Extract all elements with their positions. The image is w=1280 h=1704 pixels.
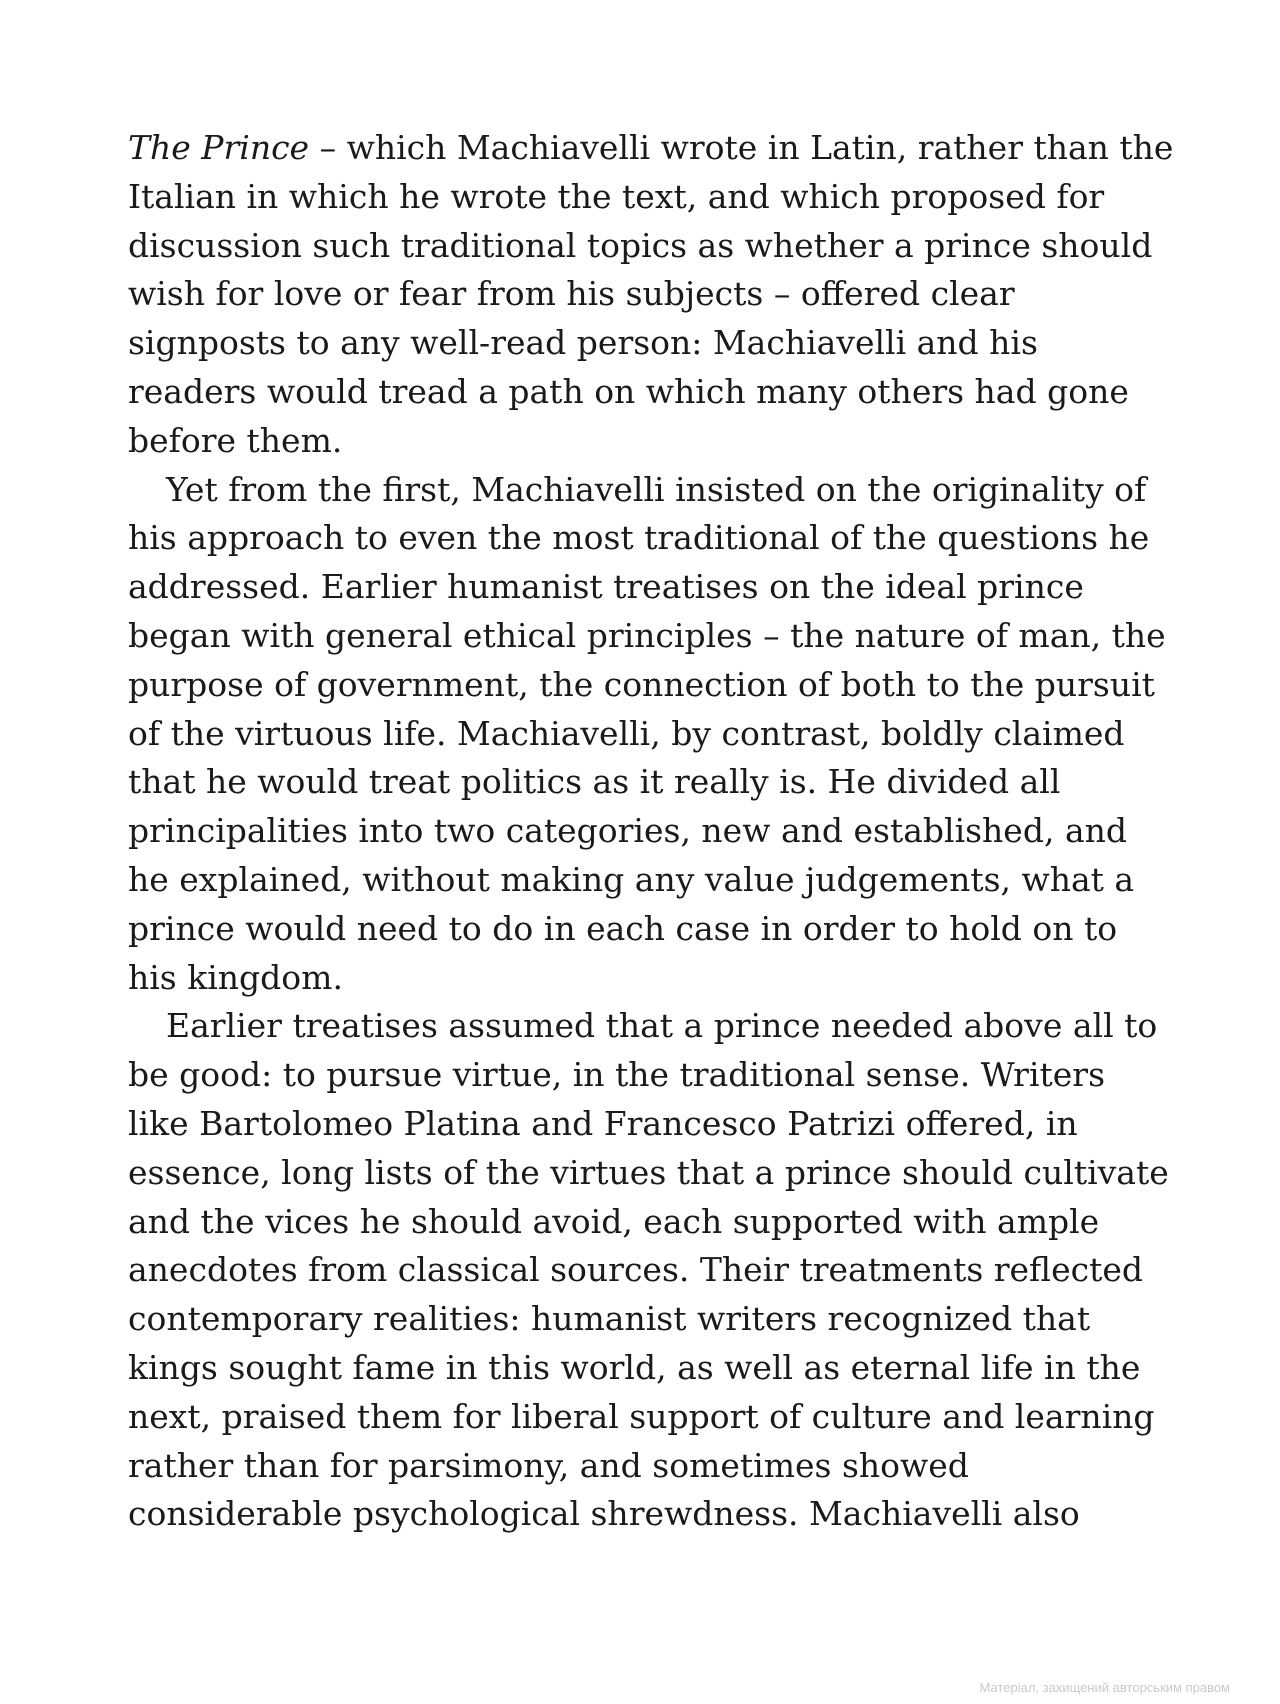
text-line: prince would need to do in each case in order to hold on to: [128, 908, 1118, 948]
text-line: signposts to any well-read person: Machiavelli and his: [128, 323, 1038, 363]
text-line: kings sought fame in this world, as well as eternal life in the: [128, 1347, 1141, 1387]
text-line: and the vices he should avoid, each supported with ample: [128, 1201, 1100, 1241]
text-line: essence, long lists of the virtues that a prince should cultivate: [128, 1152, 1169, 1192]
text-line: purpose of government, the connection of both to the pursuit: [128, 664, 1155, 704]
text-line: readers would tread a path on which many others had gone: [128, 371, 1129, 411]
text-line: that he would treat politics as it really is. He divided all: [128, 762, 1061, 802]
text-line: began with general ethical principles – the nature of man, the: [128, 615, 1166, 655]
paragraph-first-line: Earlier treatises assumed that a prince needed above all to: [166, 1006, 1158, 1046]
text-line: wish for love or fear from his subjects – offered clear: [128, 274, 1015, 314]
text-line: anecdotes from classical sources. Their treatments reflected: [128, 1250, 1143, 1290]
copyright-watermark: Матеріал, захищений авторським правом: [979, 1680, 1230, 1695]
body-text: [128, 124, 1188, 1539]
text-line: addressed. Earlier humanist treatises on the ideal prince: [128, 567, 1084, 607]
text-line: principalities into two categories, new and established, and: [128, 811, 1127, 851]
text-line: rather than for parsimony, and sometimes showed: [128, 1445, 969, 1485]
text-line: his kingdom.: [128, 957, 343, 997]
text-line-rest: – which Machiavelli wrote in Latin, rather than the: [309, 128, 1174, 167]
text-line: his approach to even the most traditional of the questions he: [128, 518, 1150, 558]
text-line: before them.: [128, 420, 343, 460]
text-line: Italian in which he wrote the text, and which proposed for: [128, 176, 1105, 216]
text-line: like Bartolomeo Platina and Francesco Patrizi offered, in: [128, 1103, 1078, 1143]
paragraph-first-line: Yet from the first, Machiavelli insisted on the originality of: [166, 469, 1147, 509]
text-line: considerable psychological shrewdness. Machiavelli also: [128, 1494, 1080, 1534]
text-line: [128, 124, 1188, 173]
text-line: of the virtuous life. Machiavelli, by contrast, boldly claimed: [128, 713, 1125, 753]
text-line: next, praised them for liberal support of culture and learning: [128, 1396, 1155, 1436]
text-line: discussion such traditional topics as whether a prince should: [128, 225, 1153, 265]
text-line: be good: to pursue virtue, in the traditional sense. Writers: [128, 1055, 1106, 1095]
text-line: he explained, without making any value judgements, what a: [128, 859, 1135, 899]
book-title-italic: The Prince: [128, 128, 310, 167]
text-line: contemporary realities: humanist writers recognized that: [128, 1299, 1091, 1339]
